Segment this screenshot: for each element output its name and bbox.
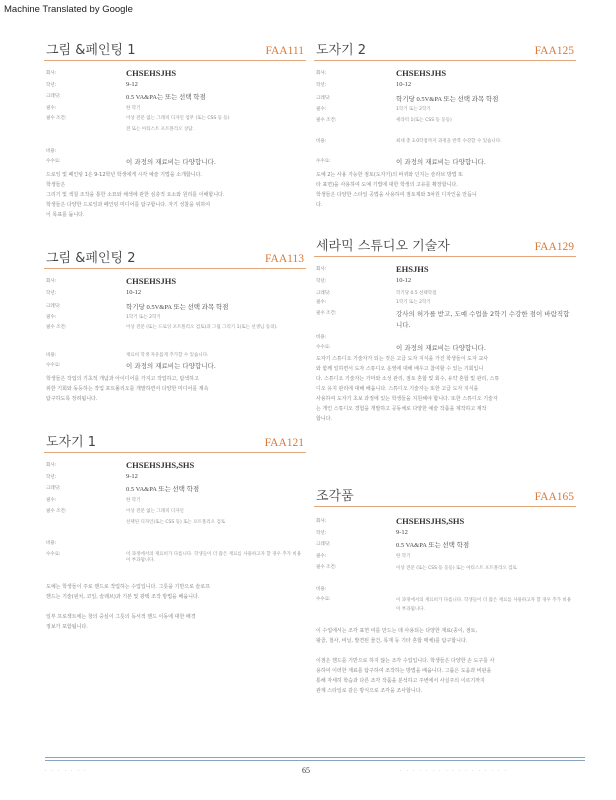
description-line: 와 함께 일하면서 도자 스튜디오 운영에 대해 배우고 참여할 수 있는 기회입니: [316, 366, 484, 372]
detail-value: 이 과정의 재료비는 다양합니다.: [126, 158, 216, 166]
description-line: [46, 602, 304, 612]
detail-label: 수수료:: [46, 159, 61, 164]
description-line: 학생들은 다양한 스타일 공법을 사용하여 점토제와 3차원 디자인을 만듭니: [316, 192, 477, 198]
description-line: 도예는 학생들이 주로 핸드로 작업하는 수업입니다. 그릇을 기반으로 슬로프: [46, 584, 211, 590]
course-code: FAA121: [264, 437, 304, 449]
detail-value: 이 과정의 재료비는 다양합니다.: [396, 344, 486, 352]
detail-value: 한 학기: [126, 498, 141, 503]
detail-value: 10-12: [396, 81, 412, 88]
detail-label: 회사:: [46, 71, 57, 76]
course-description: [316, 170, 574, 210]
detail-value: 이 과정의 재료비는 다양합니다.: [126, 362, 216, 370]
description-line: 정보가 포함됩니다.: [46, 624, 88, 630]
description-line: 탐구하도록 장려됩니다.: [46, 396, 98, 402]
detail-value: 재료비 학생 자유롭게 추가할 수 있습니다.: [126, 353, 209, 358]
course-title: 그림 &페인팅 1: [46, 43, 136, 58]
course-title: 도자기 2: [316, 43, 367, 58]
detail-label: 수수료:: [316, 345, 331, 350]
detail-label: 학년:: [316, 279, 327, 284]
course-code: FAA113: [265, 253, 304, 265]
course-code: FAA111: [265, 45, 304, 57]
detail-value: 선택된 디자인(또는 CSS 등) 또는 포트폴리오 검토: [126, 520, 226, 525]
course-card: [44, 248, 306, 402]
detail-value: 학기당 0.5V&PA 또는 선택 과목 학점: [396, 96, 499, 103]
description-line: 드로잉 및 페인팅 1은 9-12학년 학생에게 시각 예술 기법을 소개합니다.: [46, 172, 203, 178]
course-card: [314, 40, 576, 208]
detail-label: 비용:: [316, 139, 327, 144]
footer-rule-bottom: [45, 760, 585, 761]
description-line: 도예 2는 사용 가능한 점토(도자기)의 바퀴와 던지는 슬라브 방법 또: [316, 172, 463, 178]
course-description: [46, 582, 304, 632]
footer-right-text: · · · · · · · · · · · · · · · · ·: [400, 768, 508, 773]
detail-label: 필수:: [316, 554, 327, 559]
description-line: 학생들은 작업의 기초적 개념과 아이디어를 가지고 작업하고, 탐색하고: [46, 376, 199, 382]
detail-value: 학기당 0.5 선택학점: [396, 291, 437, 296]
detail-value: 최대 총 3.0학점까지 과정을 반복 수강할 수 있습니다.: [396, 139, 502, 144]
description-line: 이 수업에서는 조각 표면 여를 만드는 데 사용되는 다양한 재료(종이, 점토,: [316, 628, 478, 634]
detail-label: 회사:: [46, 279, 57, 284]
description-line: 이 목표를 둡니다.: [46, 212, 85, 218]
description-line: 학생들은: [46, 182, 66, 188]
detail-value: 이 과정에서의 재료비가 다릅니다. 학생들이 더 많은 재료를 사용하고자 할 경우 추가 비용이 부과됩니다.: [126, 552, 302, 563]
course-code: FAA165: [534, 491, 574, 503]
detail-label: 필수:: [316, 300, 327, 305]
description-line: 디오 유지 관리에 대해 배웁니다. 스튜디오 기술자는 또한 고급 도자 지식을: [316, 386, 479, 392]
detail-value: EHSJHS: [396, 264, 429, 274]
detail-value: 전 또는 아티스트 포트폴리오 상담.: [126, 127, 195, 132]
detail-label: 필수 조건:: [316, 118, 337, 123]
course-description: [316, 626, 574, 696]
detail-label: 학년:: [316, 531, 327, 536]
detail-label: 필수 조건:: [46, 509, 67, 514]
detail-label: 크레딧:: [316, 291, 331, 296]
detail-label: 필수:: [46, 315, 57, 320]
detail-value: 10-12: [126, 289, 142, 296]
course-code: FAA125: [534, 45, 574, 57]
detail-value: 0.5 VA&PA는 또는 선택 학점: [126, 94, 206, 101]
detail-value: 9-12: [126, 81, 138, 88]
description-line: 합니다.: [316, 416, 333, 422]
course-header: [314, 236, 576, 257]
description-line: 는 개인 스튜디오 경험을 개발하고 공동체로 다양한 예술 작품을 제작하고 제작: [316, 406, 487, 412]
description-line: 용하여 이러한 재료를 탐구하여 조작하는 방법을 배웁니다. 그룹은 도움과 비판을: [316, 668, 492, 674]
detail-value: 이 과정의 재료비는 다양합니다.: [396, 158, 486, 166]
description-line: 왕골, 철사, 비닐, 발견된 물건, 목재 등 기타 혼합 매체)를 탐구합니다.: [316, 638, 468, 644]
detail-value: 이상 전문 없는 그래픽 디자인 업무 (또는 CSS 등 등): [126, 116, 230, 121]
footer-left-text: · · · · · · ·: [45, 768, 88, 773]
detail-label: 크레딧:: [316, 96, 331, 101]
detail-value: 10-12: [396, 277, 412, 284]
course-title: 도자기 1: [46, 435, 97, 450]
detail-label: 필수:: [316, 107, 327, 112]
course-header: [44, 248, 306, 269]
detail-label: 비용:: [316, 335, 327, 340]
detail-label: 비용:: [46, 149, 57, 154]
detail-value: 한 학기: [396, 554, 411, 559]
detail-value: 이상 전문 (또는 CSS 등 동등) 또는 아티스트 포트폴리오 검토: [396, 566, 517, 571]
description-line: 타 표면)을 사용하여 도예 기법에 대한 학생의 고유를 확장합니다.: [316, 182, 458, 188]
detail-label: 크레딧:: [46, 94, 61, 99]
detail-label: 비용:: [316, 587, 327, 592]
detail-value: 1학기 또는 2학기: [126, 315, 161, 320]
course-title: 그림 &페인팅 2: [46, 251, 136, 266]
detail-label: 회사:: [316, 267, 327, 272]
detail-value: 1학기 또는 2학기: [396, 107, 431, 112]
detail-label: 필수 조건:: [316, 311, 337, 316]
description-line: 다. 스튜디오 기술자는 가마와 소성 관리, 점토 혼합 및 회수, 유약 혼합 및 관리, 스튜: [316, 376, 500, 382]
detail-label: 필수:: [46, 498, 57, 503]
detail-label: 필수 조건:: [46, 325, 67, 330]
detail-label: 비용:: [46, 541, 57, 546]
detail-value: CHSEHSJHS,SHS: [396, 516, 465, 526]
course-header: [44, 40, 306, 61]
course-description: [46, 170, 304, 220]
detail-value: 9-12: [126, 473, 138, 480]
detail-value: 세라믹 1(또는 CSS 등 동등): [396, 118, 452, 123]
detail-label: 크레딧:: [46, 304, 61, 309]
description-line: 위한 기회와 동등하는 작업 포트폴리오를 개발하면서 다양한 미디어를 계속: [46, 386, 209, 392]
description-line: 핸드는 기술(핀치, 코일, 슬래브)과 기본 및 광택 조작 방법을 배웁니다.: [46, 594, 200, 600]
detail-value: 학기당 0.5V&PA 또는 선택 과목 학점: [126, 304, 229, 311]
detail-label: 수수료:: [46, 363, 61, 368]
detail-label: 회사:: [316, 519, 327, 524]
detail-label: 회사:: [316, 71, 327, 76]
detail-label: 회사:: [46, 463, 57, 468]
detail-label: 필수:: [46, 106, 57, 111]
detail-value: CHSEHSJHS,SHS: [126, 460, 195, 470]
detail-label: 크레딧:: [316, 542, 331, 547]
course-card: [44, 432, 306, 630]
detail-value: 이상 전문 없는 그래픽 디자인: [126, 509, 184, 514]
detail-value: 1학기 또는 2학기: [396, 300, 431, 305]
description-line: 일부 프로젝트에는 창의 중심이 그릇의 독서적 핸드 이동에 대한 배경: [46, 614, 196, 620]
machine-translated-banner: Machine Translated by Google: [4, 4, 133, 15]
description-line: 통해 자세히 학습과 다른 조각 작품을 분석하고 주변에서 사실주의 이르기까지: [316, 678, 485, 684]
course-description: [316, 354, 574, 424]
page-number: 65: [302, 766, 310, 775]
description-line: [316, 646, 574, 656]
detail-label: 필수 조건:: [46, 116, 67, 121]
detail-value: 0.5 VA&PA 또는 선택 학점: [396, 542, 470, 549]
course-card: [314, 236, 576, 422]
detail-label: 학년:: [316, 83, 327, 88]
detail-value: 이상 전문 (또는 드로잉 포트폴리오 검토)과 그림 그리기 1(또는 선생님 동의).: [126, 325, 278, 330]
detail-label: 크레딧:: [46, 486, 61, 491]
detail-value: 9-12: [396, 529, 408, 536]
detail-label: 학년:: [46, 291, 57, 296]
description-line: 관계 스타일로 같은 방식으로 조각을 조사합니다.: [316, 688, 423, 694]
detail-label: 학년:: [46, 83, 57, 88]
detail-label: 수수료:: [316, 159, 331, 164]
course-title: 세라믹 스튜디오 기술자: [316, 239, 450, 254]
course-description: [46, 374, 304, 404]
detail-value: CHSEHSJHS: [396, 68, 447, 78]
detail-label: 수수료:: [46, 552, 61, 557]
course-header: [314, 40, 576, 61]
course-code: FAA129: [534, 241, 574, 253]
detail-label: 비용:: [46, 353, 57, 358]
detail-value: 0.5 VA&PA 또는 선택 학점: [126, 486, 200, 493]
description-line: 사용하여 도자기 초보 과정에 있는 학생들을 지원해야 합니다. 또한 스튜디오 기술자: [316, 396, 498, 402]
detail-value: CHSEHSJHS: [126, 276, 177, 286]
description-line: 학생들은 다양한 드로잉과 페인팅 미디어를 탐구합니다. 자기 성찰을 위하여: [46, 202, 211, 208]
course-header: [314, 486, 576, 507]
course-card: [314, 486, 576, 694]
detail-label: 필수 조건:: [316, 565, 337, 570]
description-line: 그리기 및 색칠 조작을 통한 소묘와 채색에 관한 심층적 요소와 원리를 이해합니다.: [46, 192, 225, 198]
detail-value: CHSEHSJHS: [126, 68, 177, 78]
description-line: 다.: [316, 202, 323, 208]
course-title: 조각품: [316, 489, 354, 504]
detail-label: 수수료:: [316, 597, 331, 602]
detail-label: 학년:: [46, 475, 57, 480]
description-line: 이점은 핸드를 기반으로 하지 않는 조각 수업입니다. 학생들은 다양한 손 도구를 사: [316, 658, 495, 664]
detail-value: 강사의 허가를 받고, 도예 수업을 2학기 수강한 점이 바람직합니다.: [396, 310, 570, 329]
description-line: 도자기 스튜디오 기술자가 되는 것은 고급 도자 지식을 가진 학생들이 도자 교사: [316, 356, 489, 362]
footer-rule-top: [45, 757, 585, 758]
detail-value: 한 학기: [126, 106, 141, 111]
detail-value: 이 과정에서의 재료비가 다릅니다. 학생들이 더 많은 재료를 사용하고자 할 경우 추가 비용이 부과됩니다.: [396, 598, 572, 612]
course-card: [44, 40, 306, 218]
course-header: [44, 432, 306, 453]
